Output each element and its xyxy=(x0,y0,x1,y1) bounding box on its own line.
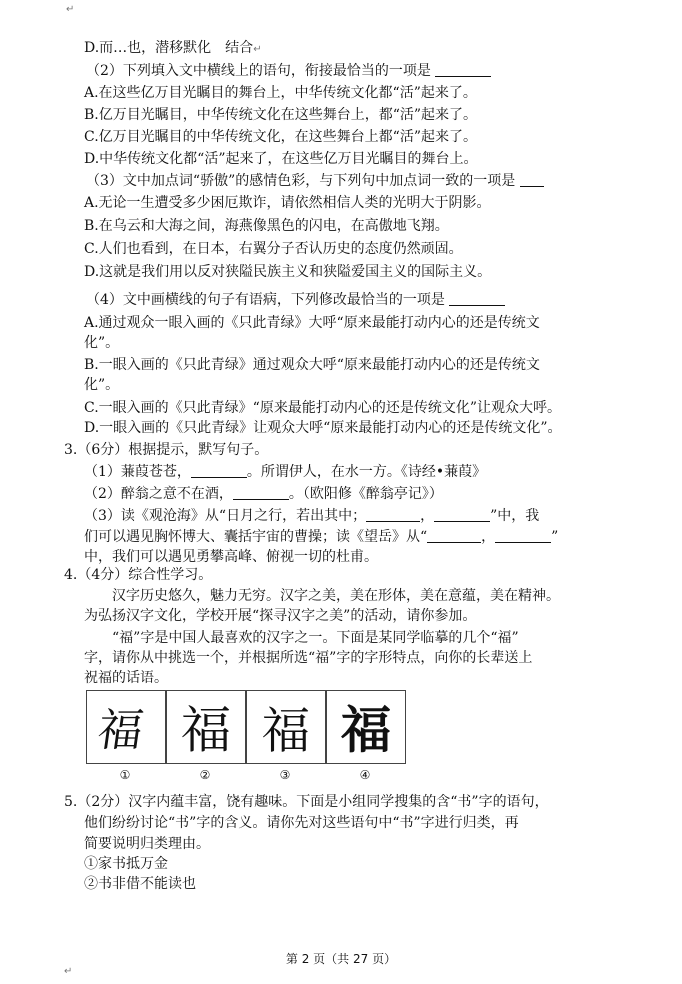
fu-glyph-1-char: 福 xyxy=(94,703,147,757)
q4-intro-line-2: 为弘扬汉字文化，学校开展“探寻汉字之美”的活动，请你参加。 xyxy=(84,608,477,624)
glyph-label-1: ① xyxy=(119,768,131,782)
q3-1-text-a: （1）蒹葭苍苍， xyxy=(84,464,191,480)
q3-3-text-f: ” xyxy=(551,529,559,545)
q5-item-1: ①家书抵万金 xyxy=(84,856,168,872)
q1-option-d xyxy=(84,38,262,60)
q3-2-line xyxy=(84,484,443,504)
answer-blank[interactable] xyxy=(495,528,551,543)
question-4-heading: 4.（4分）综合性学习。 xyxy=(64,567,213,583)
glyph-label-2: ② xyxy=(199,768,211,782)
glyph-label-4: ④ xyxy=(359,768,371,782)
q3-option-c: C.人们也看到，在日本，右翼分子否认历史的态度仍然顽固。 xyxy=(84,241,463,257)
q2-option-b: B.亿万目光瞩目，中华传统文化在这些舞台上，都“活”起来了。 xyxy=(84,107,478,123)
q2-stem xyxy=(86,61,491,81)
answer-blank[interactable] xyxy=(520,172,544,187)
q2-stem-text: （2）下列填入文中横线上的语句，衔接最恰当的一项是 xyxy=(86,63,431,79)
q5-line-2: 他们纷纷讨论“书”字的含义。请你先对这些语句中“书”字进行归类，再 xyxy=(84,815,519,831)
q3-stem xyxy=(86,171,544,191)
q3-3-text-e: ， xyxy=(481,529,496,545)
q4-stem xyxy=(86,290,505,310)
q3-2-text-a: （2）醉翁之意不在酒， xyxy=(84,486,233,502)
fu-glyph-1-image xyxy=(87,691,165,763)
q4-stem-text: （4）文中画横线的句子有语病，下列修改最恰当的一项是 xyxy=(86,292,445,308)
answer-blank[interactable] xyxy=(233,485,289,500)
page-footer: 第 2 页（共 27 页） xyxy=(285,952,397,966)
q3-3-line xyxy=(84,506,539,526)
q4-intro-line-1 xyxy=(84,586,560,606)
paragraph-mark: ↵ xyxy=(253,44,262,55)
q4-intro-text-1: 汉字历史悠久，魅力无穷。汉字之美，美在形体，美在意蕴，美在精神。 xyxy=(112,588,560,604)
q3-3-line-3: 中，我们可以遇见勇攀高峰、俯视一切的杜甫。 xyxy=(84,549,378,565)
answer-blank[interactable] xyxy=(427,528,481,543)
q4-task-line-1: “福”字是中国人最喜欢的汉字之一。下面是某同学临摹的几个“福” xyxy=(112,630,519,646)
paragraph-mark: ↵ xyxy=(66,4,75,15)
fu-glyph-3-image xyxy=(247,691,325,763)
q4-option-b-cont: 化”。 xyxy=(84,377,120,393)
question-5-heading: 5.（2分）汉字内蕴丰富，饶有趣味。下面是小组同学搜集的含“书”字的语句， xyxy=(64,794,549,810)
q4-option-a-cont: 化”。 xyxy=(84,335,120,351)
fu-glyph-4 xyxy=(326,690,406,764)
q3-3-text-c: ”中，我 xyxy=(490,508,540,524)
q2-option-c: C.亿万目光瞩目的中华传统文化，在这些舞台上都“活”起来了。 xyxy=(84,129,477,145)
fu-glyph-2-image xyxy=(167,691,245,763)
answer-blank[interactable] xyxy=(191,463,247,478)
fu-glyph-2 xyxy=(166,690,246,764)
q5-item-2: ②书非借不能读也 xyxy=(84,876,196,892)
q3-option-d: D.这就是我们用以反对狭隘民族主义和狭隘爱国主义的国际主义。 xyxy=(84,264,492,280)
fu-glyph-3-char: 福 xyxy=(261,703,311,760)
q5-line-3: 简要说明归类理由。 xyxy=(84,836,210,852)
q3-option-a: A.无论一生遭受多少困厄欺诈，请依然相信人类的光明大于阴影。 xyxy=(84,195,491,211)
q3-3-line-2 xyxy=(84,527,558,547)
q3-1-text-b: 。所谓伊人，在水一方。《诗经•蒹葭》 xyxy=(246,464,487,480)
q4-option-c: C.一眼入画的《只此青绿》“原来最能打动内心的还是传统文化”让观众大呼。 xyxy=(84,400,561,416)
fu-glyph-4-image xyxy=(327,691,405,763)
answer-blank[interactable] xyxy=(435,62,491,77)
glyph-label-3: ③ xyxy=(279,768,291,782)
answer-blank[interactable] xyxy=(434,507,490,522)
paragraph-mark: ↵ xyxy=(64,966,73,977)
q4-task-line-2: 字，请你从中挑选一个，并根据所选“福”字的字形特点，向你的长辈送上 xyxy=(84,650,533,666)
q4-option-b: B.一眼入画的《只此青绿》通过观众大呼“原来最能打动内心的还是传统文 xyxy=(84,357,540,373)
q4-option-d: D.一眼入画的《只此青绿》让观众大呼“原来最能打动内心的还是传统文化”。 xyxy=(84,420,562,436)
q3-option-b: B.在乌云和大海之间，海燕像黑色的闪电，在高傲地飞翔。 xyxy=(84,218,449,234)
q4-task-line-3: 祝福的话语。 xyxy=(84,670,168,686)
fu-glyph-1 xyxy=(86,690,166,764)
answer-blank[interactable] xyxy=(366,507,420,522)
q1-option-d-text: D.而…也，潜移默化 结合 xyxy=(84,40,254,56)
answer-blank[interactable] xyxy=(449,291,505,306)
q2-option-d: D.中华传统文化都“活”起来了，在这些亿万目光瞩目的舞台上。 xyxy=(84,151,478,167)
q3-stem-text: （3）文中加点词“骄傲”的感情色彩，与下列句中加点词一致的一项是 xyxy=(86,173,516,189)
fu-glyph-3 xyxy=(246,690,326,764)
q3-3-text-a: （3）读《观沧海》从“日月之行，若出其中； xyxy=(84,508,367,524)
q3-2-text-b: 。（欧阳修《醉翁亭记》） xyxy=(288,486,443,502)
q4-option-a: A.通过观众一眼入画的《只此青绿》大呼“原来最能打动内心的还是传统文 xyxy=(84,315,540,331)
fu-glyph-4-char: 福 xyxy=(340,699,392,760)
q2-option-a: A.在这些亿万目光瞩目的舞台上，中华传统文化都“活”起来了。 xyxy=(84,85,477,101)
fu-glyph-2-char: 福 xyxy=(180,700,232,760)
question-3-heading: 3.（6分）根据提示，默写句子。 xyxy=(64,442,269,458)
q3-3-text-d: 们可以遇见胸怀博大、囊括宇宙的曹操；读《望岳》从“ xyxy=(84,529,428,545)
q3-1-line xyxy=(84,462,486,482)
q3-3-text-b: ， xyxy=(420,508,435,524)
